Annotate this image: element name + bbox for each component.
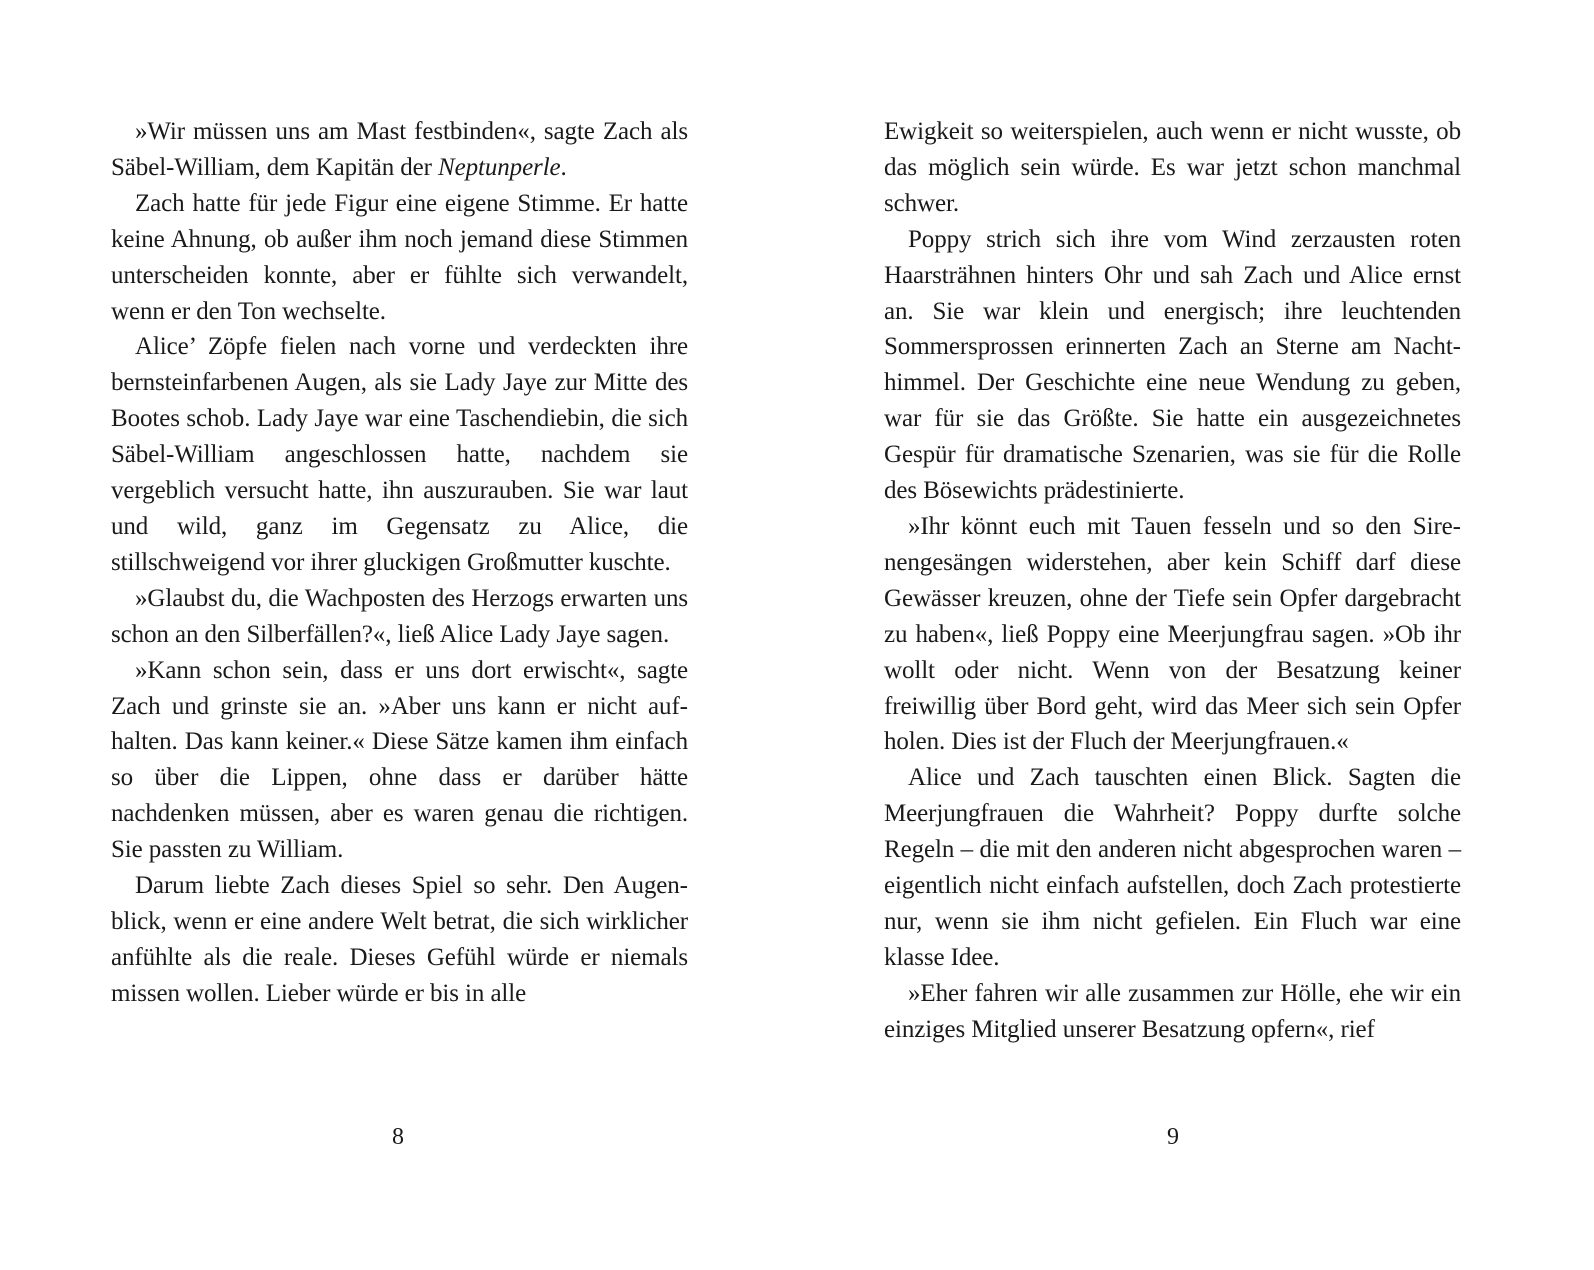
right-page	[797, 0, 1594, 1270]
paragraph: Poppy strich sich ihre vom Wind zerzausten roten Haarsträhnen hinters Ohr und sah Zach und Alice ernst an. Sie war klein und energisch; ihre leuchtenden Sommersprossen erinnerten Zach an Sterne am Nachthimmel. Der Geschichte eine neue Wendung zu geben, war für sie das Größte. Sie hatte ein ausgezeichnetes Gespür für dramatische Szenarien, was sie für die Rolle des Bösewichts prädestinierte.	[884, 225, 1461, 505]
paragraph: Zach hatte für jede Figur eine eigene Stimme. Er hatte keine Ahnung, ob außer ihm noch jemand diese Stimmen unterscheiden konnte, aber er fühlte sich verwandelt, wenn er den Ton wechselte.	[111, 189, 688, 325]
paragraph: »Ihr könnt euch mit Tauen fesseln und so den Sirenengesängen widerstehen, aber kein Schiff darf diese Gewässer kreuzen, ohne der Tiefe sein Opfer dargebracht zu haben«, ließ Poppy eine Meerjungfrau sagen. »Ob ihr wollt oder nicht. Wenn von der Besatzung keiner freiwillig über Bord geht, wird das Meer sich sein Opfer holen. Dies ist der Fluch der Meerjungfrauen.«	[884, 512, 1461, 756]
paragraph: »Glaubst du, die Wachposten des Herzogs erwarten uns schon an den Silberfällen?«, ließ Alice Lady Jaye sagen.	[111, 584, 688, 648]
page-number: 8	[392, 1124, 404, 1150]
right-page-text	[884, 114, 1461, 1048]
paragraph: »Eher fahren wir alle zusammen zur Hölle, ehe wir ein einziges Mitglied unserer Besatzung opfern«, rief	[884, 979, 1461, 1043]
paragraph: Darum liebte Zach dieses Spiel so sehr. Den Augenblick, wenn er eine andere Welt betrat, die sich wirklicher anfühlte als die reale. Dieses Gefühl würde er niemals missen wollen. Lieber würde er bis in alle	[111, 872, 688, 1007]
paragraph-continuation: Ewigkeit so weiterspielen, auch wenn er nicht wusste, ob das möglich sein würde. Es war jetzt schon manchmal schwer.	[884, 118, 1461, 217]
left-page-text	[111, 114, 688, 1012]
paragraph: Alice’ Zöpfe fielen nach vorne und verdeckten ihre bernsteinfarbenen Augen, als sie Lady Jaye zur Mitte des Bootes schob. Lady Jaye war eine Taschendiebin, die sich Säbel-William angeschlossen hatte, nachdem sie vergeblich versucht hatte, ihn auszurauben. Sie war laut und wild, ganz im Gegensatz zu Alice, die stillschweigend vor ihrer gluckigen Großmutter kuschte.	[111, 333, 688, 576]
page-number: 9	[1167, 1124, 1179, 1150]
paragraph: »Wir müssen uns am Mast festbinden«, sagte Zach als Säbel-William, dem Kapitän der Neptunperle.	[111, 118, 688, 181]
paragraph: Alice und Zach tauschten einen Blick. Sagten die Meerjungfrauen die Wahrheit? Poppy durfte solche Regeln – die mit den anderen nicht abgesprochen waren – eigentlich nicht einfach aufstellen, doch Zach protestierte nur, wenn sie ihm nicht gefielen. Ein Fluch war eine klasse Idee.	[884, 764, 1461, 971]
ship-name: Neptunperle	[438, 153, 561, 181]
paragraph: »Kann schon sein, dass er uns dort erwischt«, sagte Zach und grinste sie an. »Aber uns kann er nicht aufhalten. Das kann keiner.« Diese Sätze kamen ihm einfach so über die Lippen, ohne dass er darüber hätte nachdenken müssen, aber es waren genau die richtigen. Sie passten zu William.	[111, 656, 688, 864]
